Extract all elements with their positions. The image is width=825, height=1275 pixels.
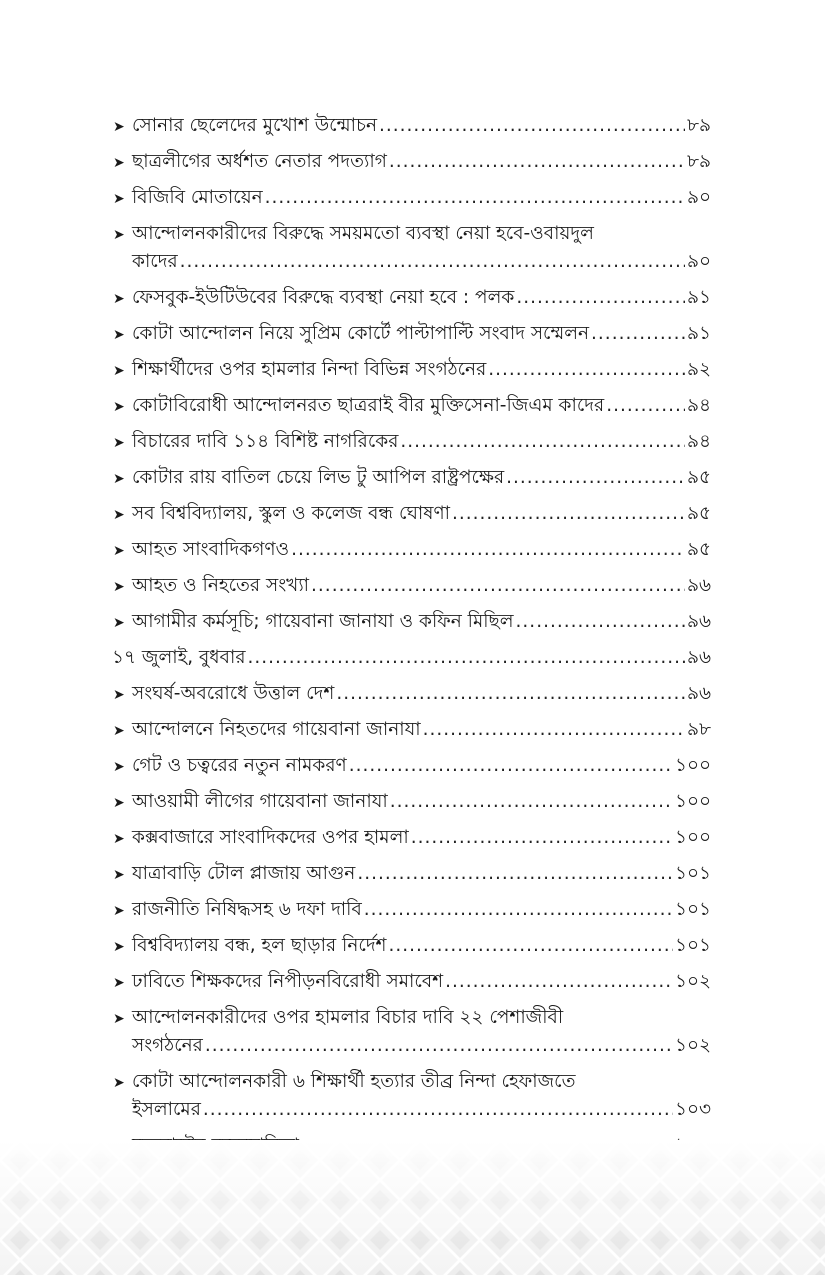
toc-entry-page: ৯৬: [686, 611, 711, 632]
toc-entry-page: ৯৬: [686, 647, 711, 668]
toc-entry-title: আহত ও নিহতের সংখ্যা: [132, 575, 310, 596]
toc-entry-title: আওয়ামী লীগের গায়েবানা জানাযা: [132, 791, 388, 812]
leader-dots: [265, 184, 685, 212]
toc-entry[interactable]: [113, 112, 711, 148]
toc-entry-title-line1: আন্দোলনকারীদের ওপর হামলার বিচার দাবি ২২ পেশাজীবী: [132, 1007, 564, 1028]
toc-entry[interactable]: [113, 1068, 711, 1132]
toc-entry-title: কোটার রায় বাতিল চেয়ে লিভ টু আপিল রাষ্ট্রপক্ষের: [132, 467, 505, 488]
arrow-bullet-icon: ➤: [113, 1075, 125, 1091]
toc-entry-page: ১০০: [674, 791, 711, 812]
toc-entry-page: ৯৬: [686, 683, 711, 704]
arrow-bullet-icon: ➤: [113, 227, 125, 243]
arrow-bullet-icon: ➤: [113, 831, 125, 847]
leader-dots: [389, 148, 685, 176]
toc-entry[interactable]: [113, 536, 711, 572]
arrow-bullet-icon: ➤: [113, 939, 125, 955]
toc-entry-page: ৯৫: [686, 503, 711, 524]
arrow-bullet-icon: ➤: [113, 435, 125, 451]
toc-entry[interactable]: [113, 320, 711, 356]
toc-entry-page: ৯৬: [686, 575, 711, 596]
arrow-bullet-icon: ➤: [113, 507, 125, 523]
toc-entry-page: ১০২: [674, 971, 711, 992]
toc-entry[interactable]: [113, 392, 711, 428]
toc-entry-page: ১০২: [674, 1035, 711, 1056]
toc-entry-title: ইসলামের: [132, 1099, 201, 1120]
toc-entry-title-line1: কোটা আন্দোলনকারী ৬ শিক্ষার্থী হত্যার তীব্র নিন্দা হেফাজতে: [132, 1071, 576, 1092]
toc-entry-title: কোটাবিরোধী আন্দোলনরত ছাত্ররাই বীর মুক্তিসেনা-জিএম কাদের: [132, 395, 605, 416]
toc-entry[interactable]: [113, 428, 711, 464]
leader-dots: [400, 428, 685, 456]
toc-entry-page: ৯১: [686, 323, 711, 344]
leader-dots: [364, 896, 673, 924]
toc-entry-page: ৯৪: [686, 431, 711, 452]
toc-entry-page: ৮৯: [686, 151, 711, 172]
toc-entry-page: ১০১: [674, 899, 711, 920]
table-of-contents: [0, 112, 825, 1168]
diamond-pattern-graphic: [0, 1140, 825, 1275]
toc-entry-title: সংঘর্ষ-অবরোধে উত্তাল দেশ: [132, 683, 335, 704]
arrow-bullet-icon: ➤: [113, 119, 125, 135]
toc-entry-title: সংগঠনের: [132, 1035, 203, 1056]
leader-dots: [311, 572, 685, 600]
toc-entry-page: ৯২: [686, 359, 711, 380]
toc-entry[interactable]: [113, 788, 711, 824]
toc-entry-title: বিচারের দাবি ১১৪ বিশিষ্ট নাগরিকের: [132, 431, 399, 452]
toc-entry[interactable]: [113, 1004, 711, 1068]
toc-entry-title: গেট ও চত্বরের নতুন নামকরণ: [132, 755, 347, 776]
toc-entry[interactable]: [113, 968, 711, 1004]
toc-section-heading[interactable]: [112, 644, 711, 680]
leader-dots: [516, 608, 685, 636]
toc-entry[interactable]: [113, 752, 711, 788]
arrow-bullet-icon: ➤: [113, 399, 125, 415]
leader-dots: [591, 320, 685, 348]
toc-entry-title: কোটা আন্দোলন নিয়ে সুপ্রিম কোর্টে পাল্টাপাল্টি সংবাদ সম্মেলন: [132, 323, 590, 344]
toc-entry-page: ১০৩: [674, 1099, 711, 1120]
toc-entry[interactable]: [113, 220, 711, 284]
leader-dots: [516, 284, 685, 312]
toc-entry-title: ১৭ জুলাই, বুধবার: [112, 647, 246, 668]
toc-entry-page: ৯৪: [686, 395, 711, 416]
toc-entry-title: ছাত্রলীগের অর্ধশত নেতার পদত্যাগ: [132, 151, 387, 172]
toc-entry[interactable]: [113, 824, 711, 860]
leader-dots: [349, 752, 673, 780]
toc-entry-page: ৮৯: [686, 115, 711, 136]
toc-entry-title: কাদের: [132, 251, 178, 272]
toc-entry-page: ৯৫: [686, 539, 711, 560]
leader-dots: [445, 968, 673, 996]
toc-entry-page: ১০০: [674, 755, 711, 776]
toc-entry-title: ফেসবুক-ইউটিউবের বিরুদ্ধে ব্যবস্থা নেয়া হবে : পলক: [132, 287, 515, 308]
toc-entry-title: রাজনীতি নিষিদ্ধসহ ৬ দফা দাবি: [132, 899, 362, 920]
leader-dots: [423, 716, 685, 744]
toc-entry[interactable]: [113, 284, 711, 320]
toc-entry-page: ১০১: [674, 935, 711, 956]
arrow-bullet-icon: ➤: [113, 723, 125, 739]
toc-entry[interactable]: [113, 500, 711, 536]
toc-entry-title: শিক্ষার্থীদের ওপর হামলার নিন্দা বিভিন্ন সংগঠনের: [132, 359, 487, 380]
arrow-bullet-icon: ➤: [113, 543, 125, 559]
arrow-bullet-icon: ➤: [113, 579, 125, 595]
toc-entry-title: কক্সবাজারে সাংবাদিকদের ওপর হামলা: [132, 827, 409, 848]
toc-entry-page: ৯১: [686, 287, 711, 308]
arrow-bullet-icon: ➤: [113, 1011, 125, 1027]
arrow-bullet-icon: ➤: [113, 363, 125, 379]
toc-entry-page: ৯৫: [686, 467, 711, 488]
toc-entry[interactable]: [113, 572, 711, 608]
toc-entry-title: বিজিবি মোতায়েন: [132, 187, 263, 208]
leader-dots: [203, 1096, 673, 1124]
toc-entry-title: সব বিশ্ববিদ্যালয়, স্কুল ও কলেজ বন্ধ ঘোষণা: [132, 503, 450, 524]
decorative-diamond-pattern: [0, 1140, 825, 1275]
toc-entry[interactable]: [113, 148, 711, 184]
toc-entry[interactable]: [113, 896, 711, 932]
toc-entry-page: ৯০: [686, 251, 711, 272]
leader-dots: [488, 356, 685, 384]
toc-entry-title: আগামীর কর্মসূচি; গায়েবানা জানাযা ও কফিন মিছিল: [132, 611, 514, 632]
arrow-bullet-icon: ➤: [113, 155, 125, 171]
toc-entry[interactable]: [113, 608, 711, 644]
toc-entry[interactable]: [113, 356, 711, 392]
leader-dots: [291, 536, 685, 564]
leader-dots: [180, 248, 685, 276]
arrow-bullet-icon: ➤: [113, 759, 125, 775]
arrow-bullet-icon: ➤: [113, 687, 125, 703]
leader-dots: [411, 824, 673, 852]
leader-dots: [506, 464, 685, 492]
leader-dots: [357, 860, 673, 888]
arrow-bullet-icon: ➤: [113, 615, 125, 631]
arrow-bullet-icon: ➤: [113, 975, 125, 991]
toc-entry[interactable]: [113, 716, 711, 752]
toc-entry-title: আহত সাংবাদিকগণও: [132, 539, 290, 560]
toc-entry-title: সোনার ছেলেদের মুখোশ উন্মোচন: [132, 115, 377, 136]
leader-dots: [452, 500, 685, 528]
leader-dots: [248, 644, 685, 672]
toc-entry[interactable]: [113, 680, 711, 716]
toc-entry-title: যাত্রাবাড়ি টোল প্লাজায় আগুন: [132, 863, 356, 884]
toc-entry-title-line1: আন্দোলনকারীদের বিরুদ্ধে সময়মতো ব্যবস্থা নেয়া হবে-ওবায়দুল: [132, 223, 594, 244]
toc-entry-title: বিশ্ববিদ্যালয় বন্ধ, হল ছাড়ার নির্দেশ: [132, 935, 387, 956]
leader-dots: [205, 1032, 673, 1060]
leader-dots: [388, 932, 672, 960]
leader-dots: [606, 392, 685, 420]
arrow-bullet-icon: ➤: [113, 191, 125, 207]
toc-entry-title: ঢাবিতে শিক্ষকদের নিপীড়নবিরোধী সমাবেশ: [132, 971, 444, 992]
arrow-bullet-icon: ➤: [113, 795, 125, 811]
toc-entry[interactable]: [113, 184, 711, 220]
arrow-bullet-icon: ➤: [113, 327, 125, 343]
leader-dots: [390, 788, 673, 816]
toc-entry-page: ৯৮: [686, 719, 711, 740]
toc-entry[interactable]: [113, 932, 711, 968]
arrow-bullet-icon: ➤: [113, 471, 125, 487]
toc-entry-page: ১০০: [674, 827, 711, 848]
toc-entry[interactable]: [113, 860, 711, 896]
toc-entry-title: আন্দোলনে নিহতদের গায়েবানা জানাযা: [132, 719, 421, 740]
leader-dots: [379, 112, 685, 140]
toc-entry-page: ৯০: [686, 187, 711, 208]
arrow-bullet-icon: ➤: [113, 867, 125, 883]
arrow-bullet-icon: ➤: [113, 291, 125, 307]
leader-dots: [336, 680, 685, 708]
toc-entry[interactable]: [113, 464, 711, 500]
toc-entry-page: ১০১: [674, 863, 711, 884]
arrow-bullet-icon: ➤: [113, 903, 125, 919]
